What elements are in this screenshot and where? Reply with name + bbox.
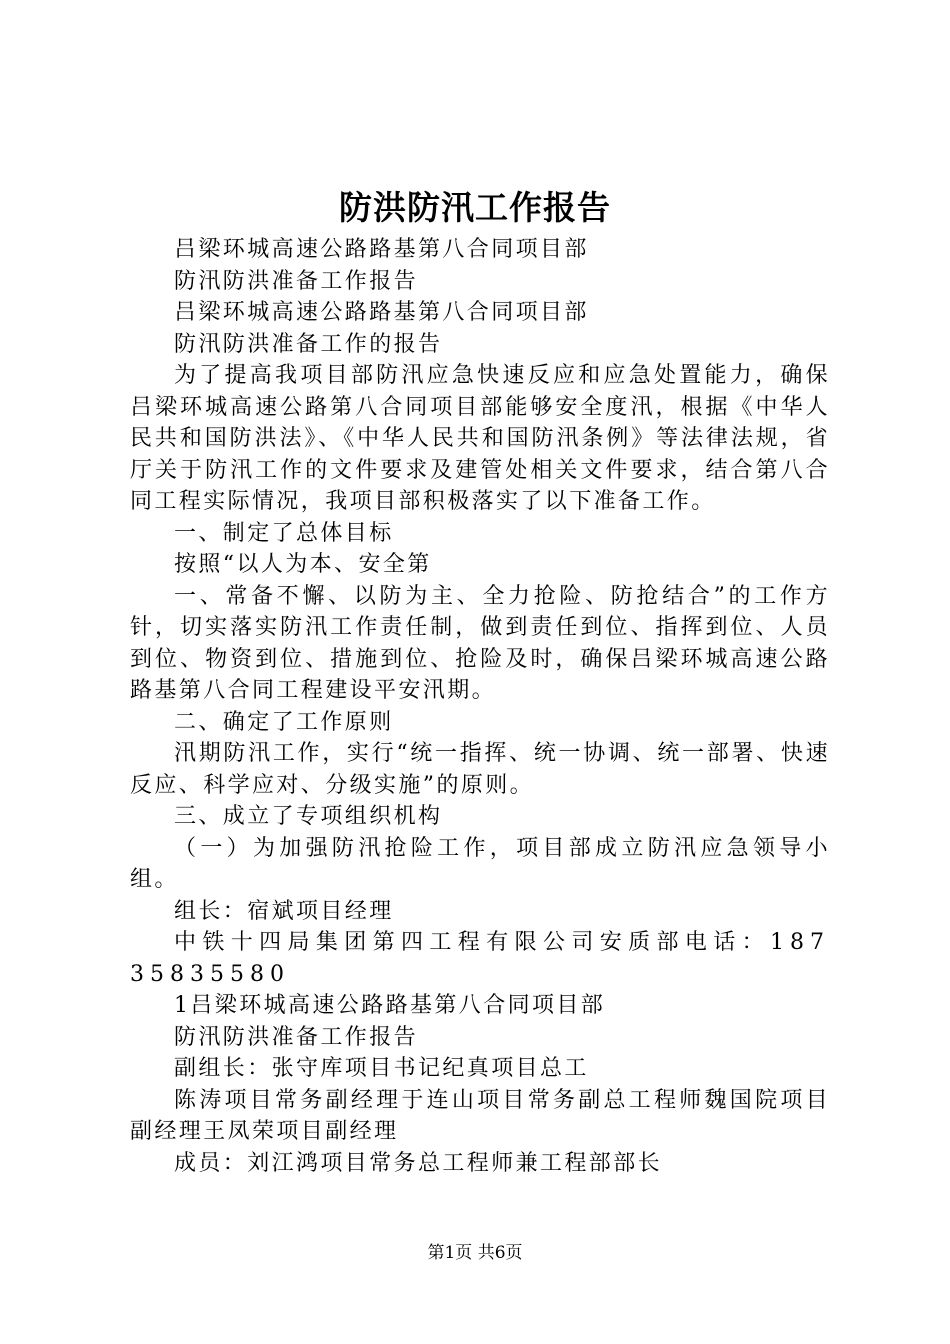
paragraph-19: 成员：刘江鸿项目常务总工程师兼工程部部长 [174,1150,663,1176]
paragraph-18: 陈涛项目常务副经理于连山项目常务副总工程师魏国院项目副经理王凤荣项目副经理 [130,1087,830,1144]
paragraph-5: 为了提高我项目部防汛应急快速反应和应急处置能力，确保吕梁环城高速公路第八合同项目部能够安全度汛，根据《中华人民共和国防洪法》、《中华人民共和国防汛条例》等法律法规，省厅关于防汛工作的文件要求及建管处相关文件要求，结合第八合同工程实际情况，我项目部积极落实了以下准备工作。 [130,363,830,514]
paragraph-2: 防汛防洪准备工作报告 [174,268,419,294]
paragraph-13: 组长：宿斌项目经理 [174,898,394,924]
paragraph-14: 中铁十四局集团第四工程有限公司安质部电话：18735835580 [130,930,830,987]
paragraph-10: 汛期防汛工作，实行“统一指挥、统一协调、统一部署、快速反应、科学应对、分级实施”的原则。 [130,741,830,798]
paragraph-7: 按照“以人为本、安全第 [174,552,432,577]
paragraph-1: 吕梁环城高速公路路基第八合同项目部 [174,237,589,262]
page-footer: 第1页 共6页 [427,1243,523,1263]
document-body [130,234,830,1179]
document-title: 防洪防汛工作报告 [339,188,611,227]
paragraph-17: 副组长：张守库项目书记纪真项目总工 [174,1056,589,1081]
paragraph-15: 1吕梁环城高速公路路基第八合同项目部 [174,993,606,1018]
paragraph-16: 防汛防洪准备工作报告 [174,1024,419,1050]
paragraph-11: 三、成立了专项组织机构 [174,804,443,829]
paragraph-4: 防汛防洪准备工作的报告 [174,331,443,357]
paragraph-8: 一、常备不懈、以防为主、全力抢险、防抢结合”的工作方针，切实落实防汛工作责任制，做到责任到位、指挥到位、人员到位、物资到位、措施到位、抢险及时，确保吕梁环城高速公路路基第八合同工程建设平安汛期。 [130,583,830,703]
paragraph-3: 吕梁环城高速公路路基第八合同项目部 [174,300,589,325]
paragraph-9: 二、确定了工作原则 [174,709,394,735]
paragraph-6: 一、制定了总体目标 [174,520,394,546]
paragraph-12: （一）为加强防汛抢险工作，项目部成立防汛应急领导小组。 [130,835,830,892]
